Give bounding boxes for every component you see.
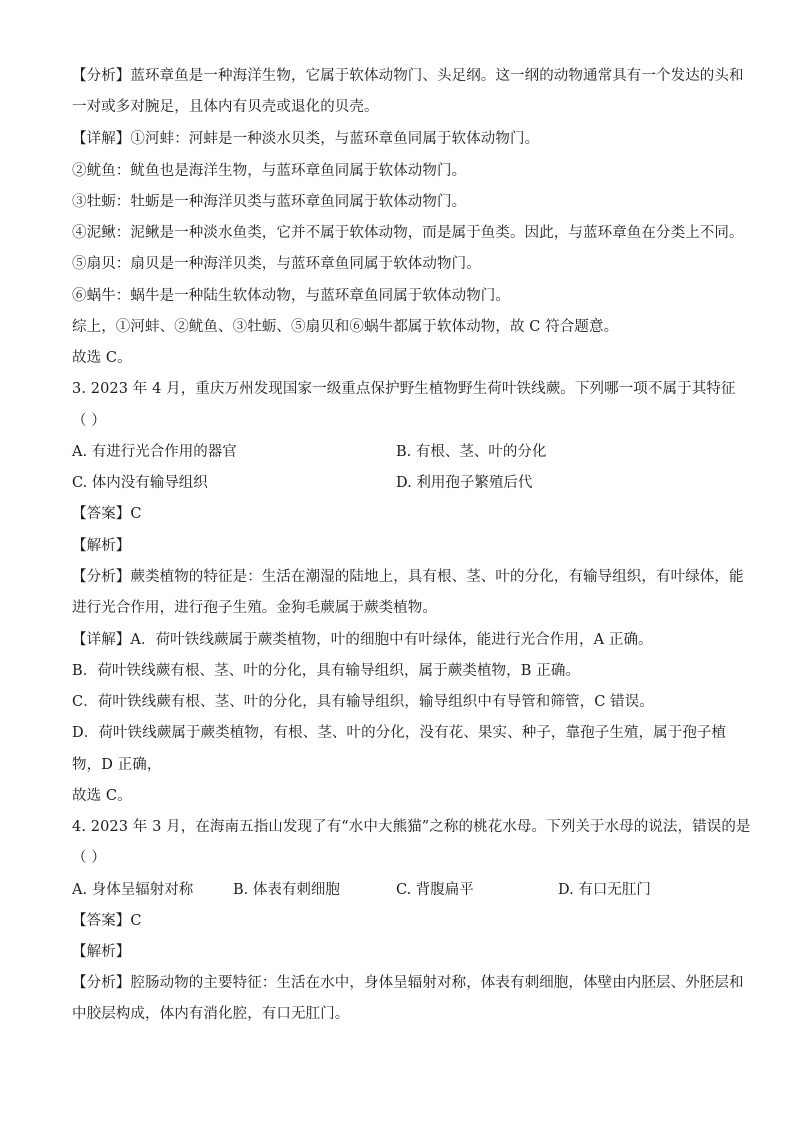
q2-detail-5: ⑤扇贝：扇贝是一种海洋贝类，与蓝环章鱼同属于软体动物门。: [72, 256, 481, 272]
q2-conclusion: 故选 C。: [72, 350, 132, 366]
q3-detail-c: C．荷叶铁线蕨有根、茎、叶的分化，具有输导组织，输导组织中有导管和筛管，C 错误。: [72, 694, 654, 710]
q3-answer: 【答案】C: [72, 506, 142, 522]
q3-conclusion: 故选 C。: [72, 788, 132, 804]
q2-detail-4: ④泥鳅：泥鳅是一种淡水鱼类，它并不属于软体动物，而是属于鱼类。因此，与蓝环章鱼在分类上不同。: [72, 225, 744, 241]
q3-detail-d-line1: D．荷叶铁线蕨属于蕨类植物，有根、茎、叶的分化，没有花、果实、种子，靠孢子生殖，属于孢子植: [72, 725, 727, 741]
q4-stem-line2: （ ）: [72, 850, 106, 866]
q3-option-d: D. 利用孢子繁殖后代: [396, 475, 533, 491]
q3-stem-line2: （ ）: [72, 413, 106, 429]
q2-detail-1: 【详解】①河蚌：河蚌是一种淡水贝类，与蓝环章鱼同属于软体动物门。: [72, 131, 540, 147]
q4-analysis-line1: 【分析】腔肠动物的主要特征：生活在水中，身体呈辐射对称，体表有刺细胞，体壁由内胚层、外胚层和: [72, 975, 744, 991]
q2-analysis-line2: 一对或多对腕足，且体内有贝壳或退化的贝壳。: [72, 99, 379, 115]
q4-explain-label: 【解析】: [72, 944, 131, 960]
q4-option-d: D. 有口无肛门: [558, 882, 651, 898]
q4-option-a: A. 身体呈辐射对称: [72, 882, 194, 898]
q3-explain-label: 【解析】: [72, 538, 131, 554]
q2-summary: 综上，①河蚌、②鱿鱼、③牡蛎、⑤扇贝和⑥蜗牛都属于软体动物，故 C 符合题意。: [72, 319, 619, 335]
q4-option-c: C. 背腹扁平: [396, 882, 474, 898]
q3-option-c: C. 体内没有输导组织: [72, 475, 208, 491]
q4-analysis-line2: 中胶层构成，体内有消化腔，有口无肛门。: [72, 1006, 350, 1022]
q2-detail-2: ②鱿鱼：鱿鱼也是海洋生物，与蓝环章鱼同属于软体动物门。: [72, 163, 467, 179]
q2-detail-6: ⑥蜗牛：蜗牛是一种陆生软体动物，与蓝环章鱼同属于软体动物门。: [72, 288, 510, 304]
q3-detail-d-line2: 物，D 正确，: [72, 757, 162, 773]
q3-analysis-line2: 进行光合作用，进行孢子生殖。金狗毛蕨属于蕨类植物。: [72, 600, 437, 616]
q3-analysis-line1: 【分析】蕨类植物的特征是：生活在潮湿的陆地上，具有根、茎、叶的分化，有输导组织，有叶绿体，能: [72, 569, 744, 585]
q3-detail-a: 【详解】A．荷叶铁线蕨属于蕨类植物，叶的细胞中有叶绿体，能进行光合作用，A 正确。: [72, 632, 653, 648]
q4-option-b: B. 体表有刺细胞: [233, 882, 340, 898]
q3-stem-line1: 3. 2023 年 4 月，重庆万州发现国家一级重点保护野生植物野生荷叶铁线蕨。下列哪一项不属于其特征: [72, 381, 736, 397]
q4-answer: 【答案】C: [72, 913, 142, 929]
q3-option-a: A. 有进行光合作用的器官: [72, 444, 237, 460]
q3-detail-b: B．荷叶铁线蕨有根、茎、叶的分化，具有输导组织，属于蕨类植物，B 正确。: [72, 663, 581, 679]
q3-option-b: B. 有根、茎、叶的分化: [396, 444, 547, 460]
q4-stem-line1: 4. 2023 年 3 月，在海南五指山发现了有“水中大熊猫”之称的桃花水母。下列关于水母的说法，错误的是: [72, 819, 751, 835]
q2-analysis-line1: 【分析】蓝环章鱼是一种海洋生物，它属于软体动物门、头足纲。这一纲的动物通常具有一个发达的头和: [72, 68, 744, 84]
q2-detail-3: ③牡蛎：牡蛎是一种海洋贝类与蓝环章鱼同属于软体动物门。: [72, 194, 467, 210]
